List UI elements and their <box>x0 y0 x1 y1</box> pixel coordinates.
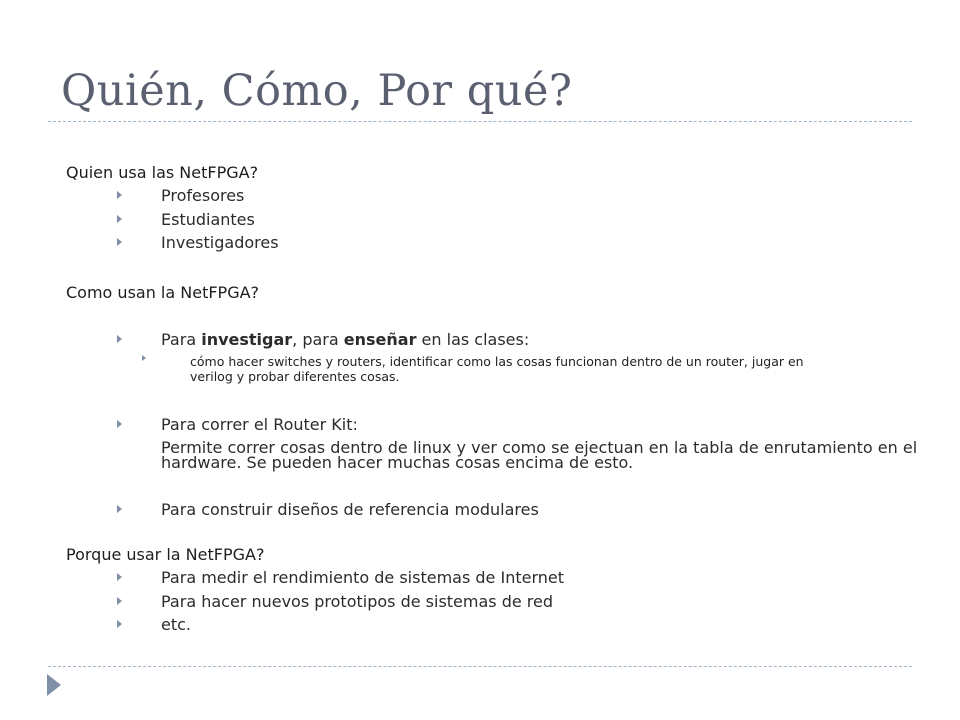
list-item-router-kit: Para correr el Router Kit: <box>161 415 358 434</box>
description-line: Permite correr cosas dentro de linux y ver como se ejectuan en la tabla de enrutamiento en el <box>161 438 918 457</box>
text-segment: Para <box>161 330 202 349</box>
description-line: hardware. Se pueden hacer muchas cosas encima de esto. <box>161 453 634 472</box>
triangle-bullet-icon <box>117 620 122 628</box>
list-item-investigar <box>161 330 529 349</box>
triangle-bullet-icon <box>117 573 122 581</box>
footer-divider <box>48 666 912 667</box>
triangle-bullet-icon <box>117 238 122 246</box>
text-segment: , para <box>292 330 344 349</box>
triangle-bullet-icon <box>142 355 146 361</box>
list-item: etc. <box>161 615 191 634</box>
bold-ensenar: enseñar <box>343 330 417 349</box>
triangle-bullet-icon <box>117 420 122 428</box>
triangle-bullet-icon <box>117 335 122 343</box>
list-item: Para medir el rendimiento de sistemas de Internet <box>161 568 564 587</box>
list-item: Investigadores <box>161 233 279 252</box>
list-item: Para hacer nuevos prototipos de sistemas de red <box>161 592 554 611</box>
sub-item-line: cómo hacer switches y routers, identificar como las cosas funcionan dentro de un router, jugar en <box>190 354 804 369</box>
triangle-bullet-icon <box>117 215 122 223</box>
list-item: Profesores <box>161 186 245 205</box>
triangle-bullet-icon <box>117 597 122 605</box>
section-heading-how: Como usan la NetFPGA? <box>66 283 260 302</box>
triangle-bullet-icon <box>117 505 122 513</box>
list-item-disenos: Para construir diseños de referencia modulares <box>161 500 539 519</box>
section-heading-who: Quien usa las NetFPGA? <box>66 163 259 182</box>
triangle-bullet-icon <box>117 191 122 199</box>
sub-item-line: verilog y probar diferentes cosas. <box>190 369 400 384</box>
section-heading-why: Porque usar la NetFPGA? <box>66 545 265 564</box>
text-segment: en las clases: <box>416 330 530 349</box>
slide-title: Quién, Cómo, Por qué? <box>61 66 573 116</box>
title-divider <box>48 121 912 122</box>
list-item: Estudiantes <box>161 210 255 229</box>
corner-arrow-icon <box>47 674 61 696</box>
bold-investigar: investigar <box>201 330 293 349</box>
